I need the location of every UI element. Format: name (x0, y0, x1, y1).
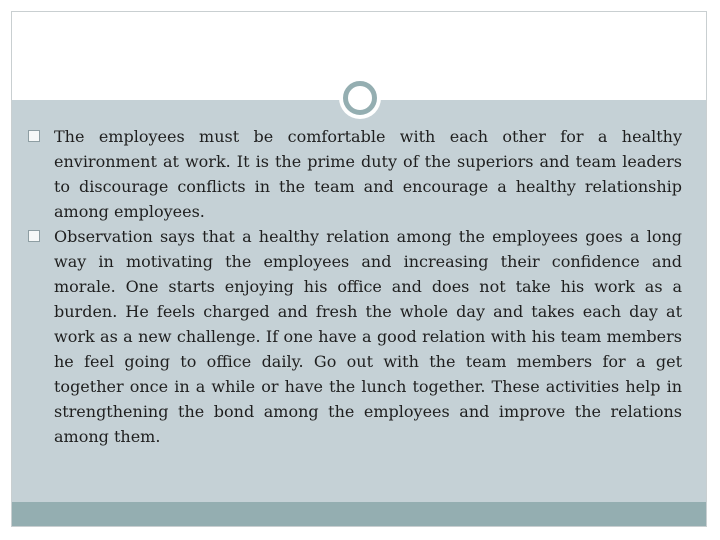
footer-bar (12, 502, 706, 526)
bullet-text: Observation says that a healthy relation among the employees goes a long way in motivating the employees and increasing their confidence and morale. One starts enjoying his office and does not take his work as a burden. He feels charged and fresh the whole day and takes each day at work as a new challenge. If one have a good relation with his team members he feel going to office daily. Go out with the team members for a get together once in a while or have the lunch together. These activities help in strengthening the bond among the employees and improve the relations among them. (54, 227, 682, 446)
square-bullet-icon (28, 230, 40, 242)
bullet-item-observation (28, 224, 682, 449)
bullet-item-comfort (28, 124, 682, 224)
square-bullet-icon (28, 130, 40, 142)
bullet-text: The employees must be comfortable with each other for a healthy environment at work. It is the prime duty of the superiors and team leaders to discourage conflicts in the team and encourage a healthy relationship among employees. (54, 127, 682, 221)
circle-ornament-icon (343, 81, 377, 115)
bullet-list (28, 124, 682, 449)
